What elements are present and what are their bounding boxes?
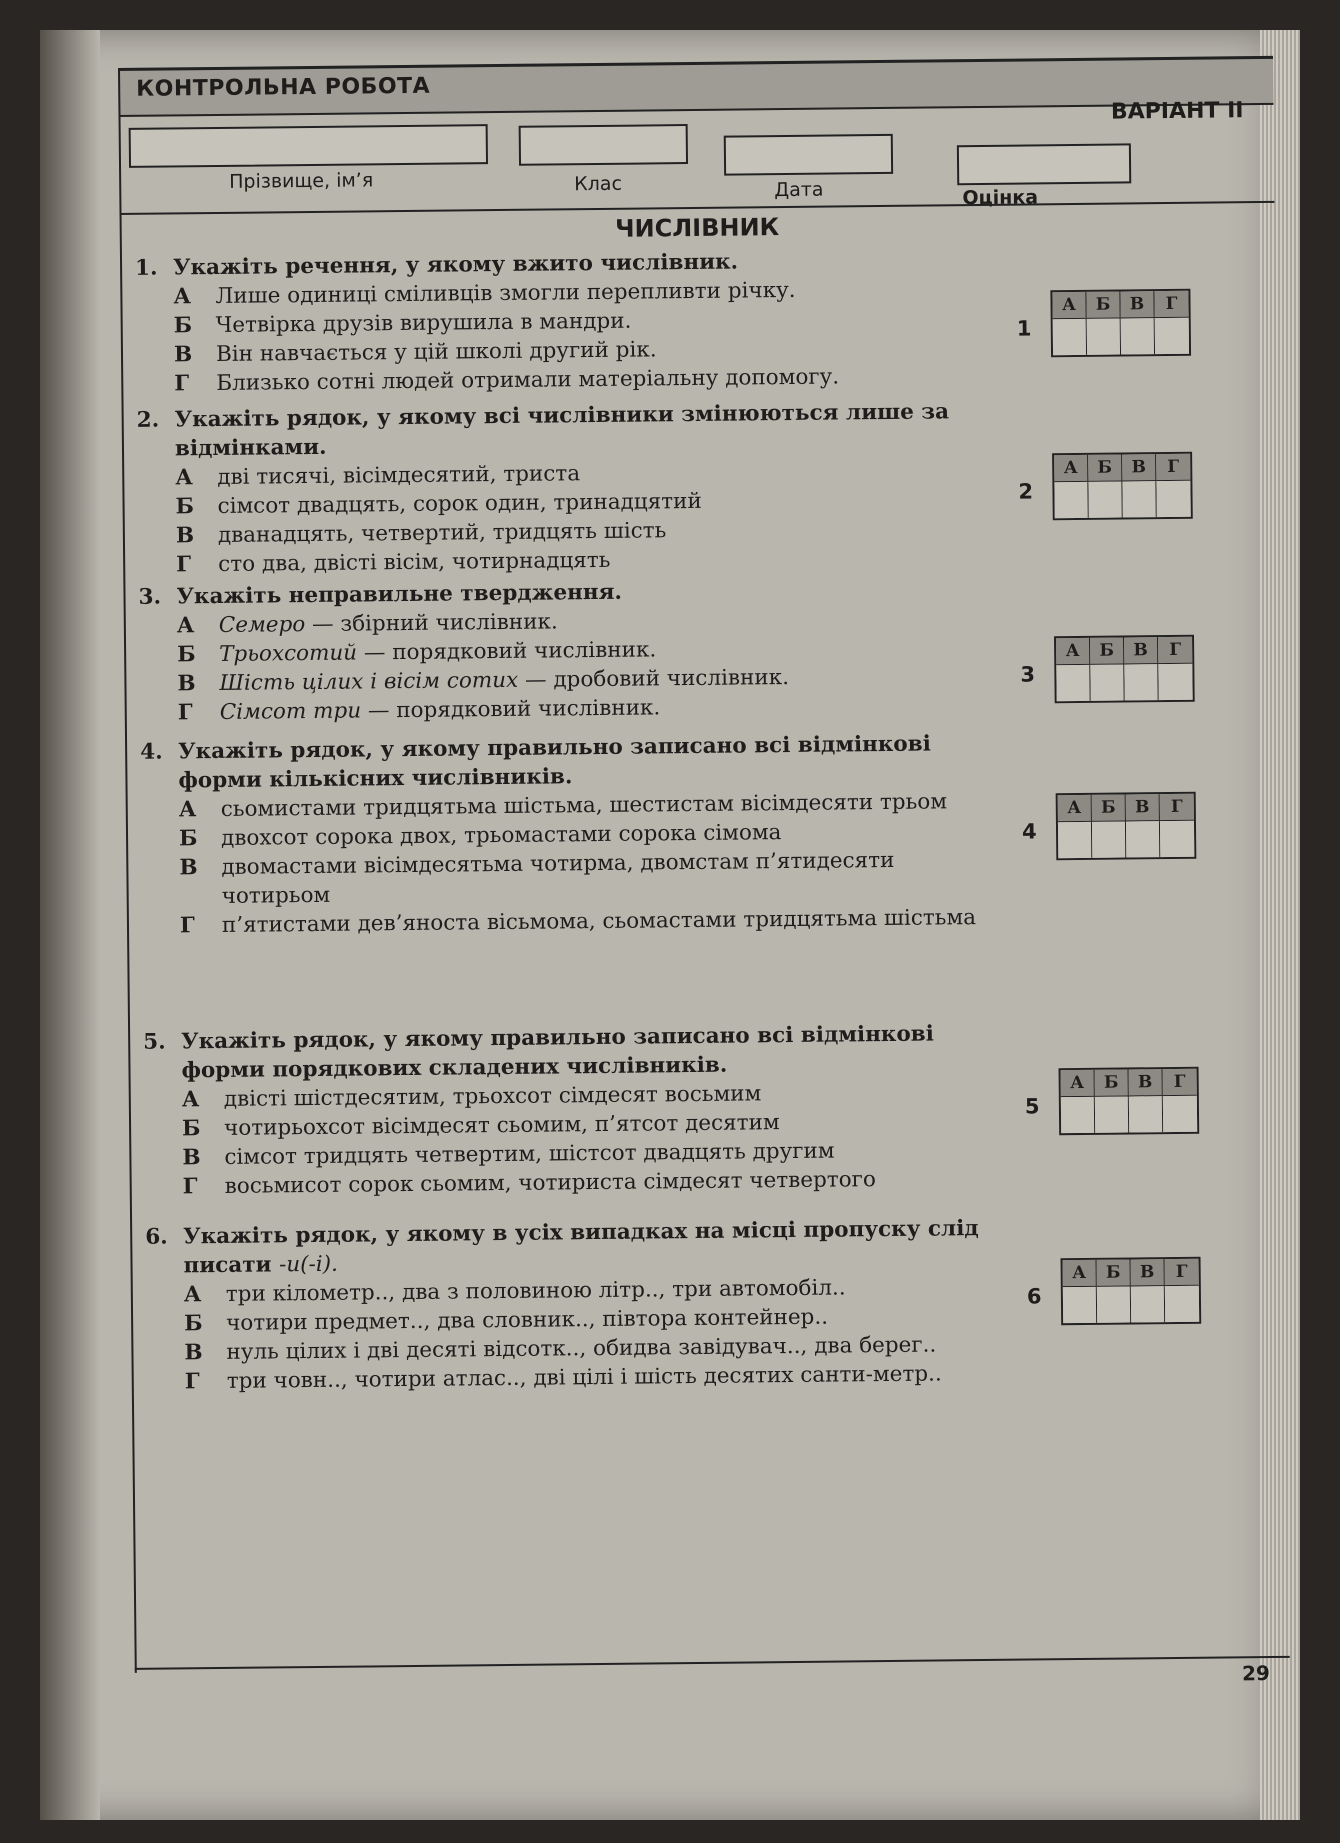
question-text: Укажіть речення, у якому вжито числівник. (172, 249, 739, 281)
question-number: 3. (138, 584, 162, 610)
question-text: Укажіть неправильне твердження. (176, 579, 623, 610)
answer-cell-v[interactable] (1121, 318, 1155, 354)
question-number: 5. (143, 1029, 166, 1055)
question-text: Укажіть рядок, у якому в усіх випадках на місці пропуску слід писати (183, 1216, 979, 1279)
option-letter: В (179, 855, 198, 881)
option-text: — порядковий числівник. (360, 695, 661, 724)
header-title: КОНТРОЛЬНА РОБОТА (136, 73, 431, 102)
option-letter: Г (174, 371, 190, 397)
answer-header: Б (1088, 455, 1122, 482)
answer-box-1 (1016, 289, 1191, 357)
answer-box-number: 4 (1021, 819, 1037, 844)
section-title: ЧИСЛІВНИК (615, 213, 780, 243)
option-letter: Г (182, 1174, 198, 1200)
class-field-label: Клас (574, 172, 623, 196)
question-3 (138, 574, 979, 728)
option-letter: В (184, 1340, 203, 1366)
option-v[interactable] (179, 845, 982, 911)
answer-cell-a[interactable] (1058, 822, 1092, 858)
option-text: сьомистами тридцятьма шістьма, шестистам вісімдесяти трьом (220, 789, 948, 822)
question-1 (135, 245, 976, 399)
option-text: Він навчається у цій школі другий рік. (215, 337, 657, 367)
question-5 (143, 1019, 985, 1202)
answer-cell-b[interactable] (1087, 319, 1121, 355)
option-text: Близько сотні людей отримали матеріальну допомогу. (216, 364, 840, 396)
page-gutter-shadow (40, 30, 100, 1820)
answer-header: А (1052, 292, 1086, 319)
answer-box-number: 6 (1026, 1284, 1042, 1309)
answer-header: В (1120, 291, 1154, 318)
answer-cell-b[interactable] (1097, 1286, 1131, 1322)
answer-header: Г (1156, 454, 1190, 481)
answer-box-2 (1018, 452, 1193, 520)
option-letter: В (175, 523, 195, 549)
option-text: сімсот тридцять четвертим, шістсот двадцять другим (224, 1138, 835, 1170)
answer-cell-a[interactable] (1061, 1097, 1095, 1133)
answer-header: Б (1086, 292, 1120, 319)
answer-header: Г (1160, 794, 1194, 821)
option-text: сімсот двадцять, сорок один, тринадцятий (217, 488, 702, 519)
answer-cell-b[interactable] (1090, 664, 1124, 700)
answer-header: Б (1097, 1259, 1131, 1286)
option-letter: Б (177, 642, 196, 668)
answer-header: Г (1163, 1069, 1197, 1096)
grade-field-label: Оцінка (962, 186, 1039, 210)
test-sheet (118, 56, 1290, 1686)
option-letter: Г (177, 700, 193, 726)
answer-header: А (1063, 1260, 1097, 1287)
option-text: чотири предмет.., два словник.., півтора контейнер.. (226, 1304, 829, 1336)
class-field[interactable] (519, 124, 688, 166)
answer-cell-v[interactable] (1129, 1096, 1163, 1132)
answer-header: Г (1165, 1259, 1199, 1286)
question-number: 2. (136, 407, 160, 433)
option-letter: Г (184, 1369, 200, 1395)
answer-header: Б (1090, 637, 1124, 664)
question-text-suffix: -и(-і). (278, 1251, 339, 1278)
bottom-rule (135, 1656, 1290, 1670)
option-text: — порядковий числівник. (356, 637, 657, 666)
question-2 (137, 397, 979, 580)
question-number: 1. (134, 255, 158, 281)
answer-box-3 (1020, 635, 1195, 703)
option-text: двісті шістдесятим, трьохсот сімдесят восьмим (223, 1081, 762, 1112)
answer-box-number: 2 (1018, 479, 1034, 504)
book-page (40, 30, 1300, 1820)
answer-header: А (1061, 1070, 1095, 1097)
answer-header: В (1124, 637, 1158, 664)
option-text: двомастами вісімдесятьма чотирма, двомстам п’ятидесяти чотирьом (221, 847, 895, 909)
option-letter: Г (179, 913, 195, 939)
answer-cell-b[interactable] (1092, 821, 1126, 857)
option-text: Четвірка друзів вирушила в мандри. (215, 308, 632, 338)
option-letter: А (173, 284, 192, 310)
option-letter: Б (184, 1311, 203, 1337)
question-text: Укажіть рядок, у якому правильно записано всі відмінкові форми кількісних числівників. (178, 731, 931, 794)
header-band (118, 56, 1273, 117)
option-text: чотирьохсот вісімдесят сьомим, п’ятсот десятим (223, 1110, 780, 1141)
option-text: три човн.., чотири атлас.., дві цілі і шість десятих санти-метр.. (226, 1361, 942, 1394)
answer-cell-v[interactable] (1124, 664, 1158, 700)
answer-header: В (1131, 1259, 1165, 1286)
answer-box-4 (1021, 792, 1197, 860)
option-letter: В (173, 342, 193, 368)
option-text: нуль цілих і дві десяті відсотк.., обидва завідувач.., два берег.. (226, 1332, 937, 1365)
left-border (118, 68, 137, 1673)
answer-cell-g[interactable] (1163, 1096, 1197, 1132)
option-term: Шість цілих і вісім сотих (219, 667, 519, 696)
option-letter: В (177, 671, 196, 697)
answer-header: Г (1158, 637, 1192, 664)
date-field-label: Дата (774, 178, 824, 202)
option-text: три кілометр.., два з половиною літр.., три автомобіл.. (225, 1275, 846, 1307)
option-letter: А (181, 1087, 200, 1113)
answer-cell-g[interactable] (1158, 664, 1192, 700)
option-letter: А (176, 613, 195, 639)
answer-cell-a[interactable] (1054, 482, 1088, 518)
option-term: Трьохсотий (219, 640, 358, 667)
question-4 (140, 729, 982, 941)
question-text: Укажіть рядок, у якому всі числівники змінюються лише за відмінками. (174, 399, 950, 462)
answer-box-number: 1 (1016, 316, 1032, 341)
question-6 (145, 1214, 987, 1397)
answer-box-6 (1026, 1257, 1202, 1325)
question-text: Укажіть рядок, у якому правильно записано всі відмінкові форми порядкових складених числівників. (181, 1021, 934, 1084)
option-text: сто два, двісті вісім, чотирнадцять (218, 547, 611, 577)
grade-field[interactable] (957, 143, 1131, 185)
answer-cell-a[interactable] (1063, 1287, 1097, 1323)
variant-label: ВАРІАНТ ІІ (1110, 98, 1244, 125)
answer-cell-g[interactable] (1156, 481, 1190, 517)
answer-cell-v[interactable] (1122, 481, 1156, 517)
answer-header: В (1129, 1069, 1163, 1096)
option-text: восьмисот сорок сьомим, чотириста сімдесят четвертого (224, 1167, 876, 1199)
option-letter: Б (175, 494, 195, 520)
option-text: — збірний числівник. (305, 609, 558, 638)
answer-cell-a[interactable] (1053, 319, 1087, 355)
option-letter: Б (181, 1116, 201, 1142)
question-number: 6. (145, 1224, 168, 1250)
answer-header: А (1054, 455, 1088, 482)
option-text: двохсот сорока двох, трьомастами сорока сімома (220, 820, 782, 851)
answer-header: Б (1095, 1069, 1129, 1096)
answer-box-number: 3 (1020, 662, 1036, 687)
option-letter: А (175, 465, 193, 491)
option-term: Семеро (218, 612, 306, 638)
option-letter: А (183, 1282, 202, 1308)
answer-header: В (1126, 794, 1160, 821)
answer-cell-v[interactable] (1131, 1286, 1165, 1322)
option-letter: Б (178, 826, 198, 852)
option-text: дві тисячі, вісімдесятий, триста (217, 461, 581, 490)
answer-cell-g[interactable] (1165, 1286, 1199, 1322)
answer-box-5 (1024, 1067, 1200, 1135)
page-number: 29 (1241, 1661, 1270, 1686)
option-letter: А (178, 797, 197, 823)
answer-header: Б (1092, 794, 1126, 821)
option-letter: Б (173, 313, 193, 339)
option-term: Сімсот три (219, 698, 362, 725)
answer-cell-v[interactable] (1126, 821, 1160, 857)
option-letter: В (182, 1145, 201, 1171)
option-text: дванадцять, четвертий, тридцять шість (217, 518, 667, 548)
answer-cell-a[interactable] (1056, 665, 1090, 701)
answer-cell-b[interactable] (1088, 482, 1122, 518)
answer-cell-b[interactable] (1095, 1096, 1129, 1132)
name-field[interactable] (129, 124, 488, 168)
name-field-label: Прізвище, ім’я (229, 169, 374, 193)
option-text: — дробовий числівник. (518, 665, 790, 693)
answer-header: Г (1154, 291, 1188, 318)
date-field[interactable] (724, 134, 893, 176)
answer-cell-g[interactable] (1155, 318, 1189, 354)
answer-header: А (1056, 638, 1090, 665)
answer-cell-g[interactable] (1160, 821, 1194, 857)
answer-box-number: 5 (1024, 1094, 1040, 1119)
answer-header: В (1122, 454, 1156, 481)
option-letter: Г (176, 552, 192, 578)
option-text: Лише одиниці сміливців змогли перепливти річку. (215, 277, 796, 309)
question-number: 4. (140, 739, 163, 765)
option-text: п’ятистами дев’яноста вісьмома, сьомастами тридцятьма шістьма (221, 905, 977, 938)
answer-header: А (1058, 795, 1092, 822)
